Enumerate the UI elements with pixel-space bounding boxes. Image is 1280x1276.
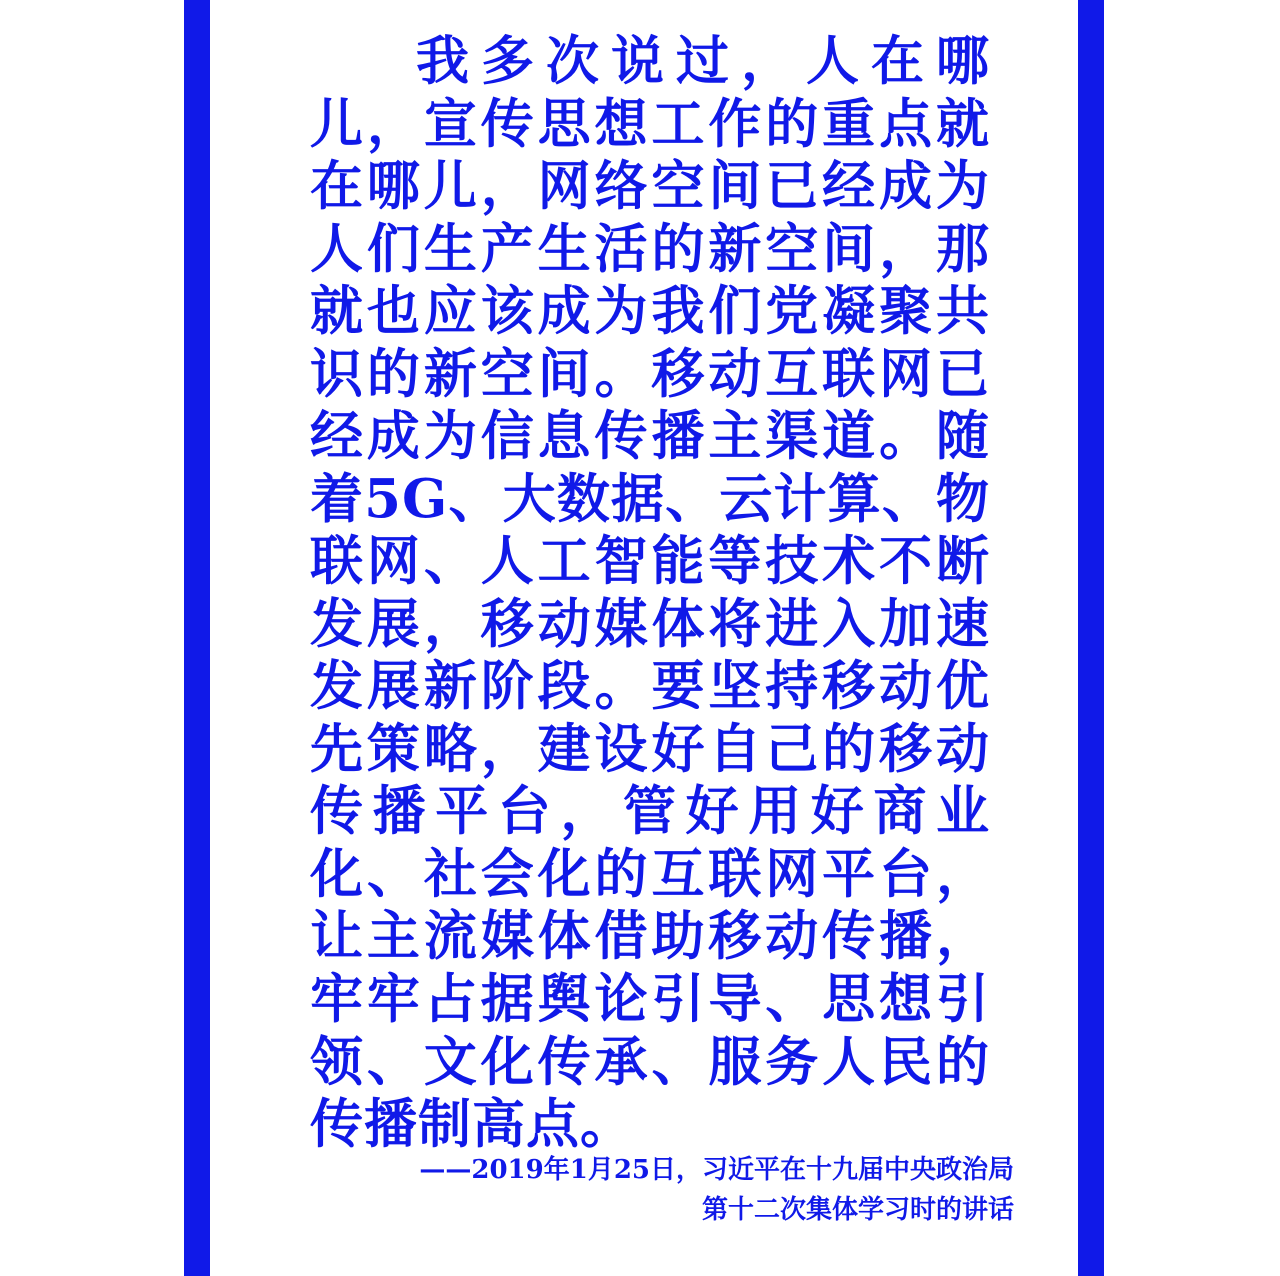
attribution-line-1: ——2019年1月25日，习近平在十九届中央政治局 — [419, 1155, 1014, 1185]
quote-block — [310, 30, 990, 1156]
quote-card — [210, 0, 1078, 1276]
attribution — [310, 1150, 1018, 1231]
quote-text: 我多次说过，人在哪儿，宣传思想工作的重点就在哪儿，网络空间已经成为人们生产生活的新空间，那就也应该成为我们党凝聚共识的新空间。移动互联网已经成为信息传播主渠道。随着5G、大数据、云计算、物联网、人工智能等技术不断发展，移动媒体将进入加速发展新阶段。要坚持移动优先策略，建设好自己的移动传播平台，管好用好商业化、社会化的互联网平台，让主流媒体借助移动传播，牢牢占据舆论引导、思想引领、文化传承、服务人民的传播制高点。 — [310, 30, 990, 1156]
left-accent-bar — [184, 0, 210, 1276]
attribution-line-2: 第十二次集体学习时的讲话 — [701, 1195, 1014, 1226]
right-accent-bar — [1078, 0, 1104, 1276]
